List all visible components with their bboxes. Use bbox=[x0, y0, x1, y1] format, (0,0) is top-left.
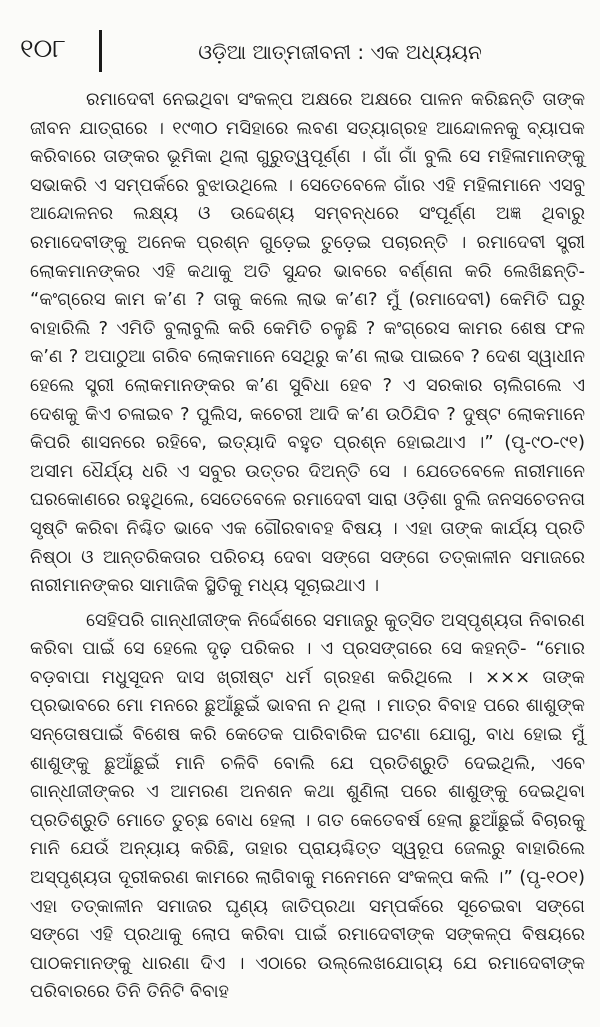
page-header bbox=[0, 0, 600, 72]
running-title: ଓଡ଼ିଆ ଆତ୍ମଜୀବନୀ : ଏକ ଅଧ୍ୟୟନ bbox=[198, 40, 482, 64]
page-number: ୧୦୮ bbox=[20, 34, 66, 64]
paragraph: ସେହିପରି ଗାନ୍ଧୀଜୀଙ୍କ ନିର୍ଦ୍ଦେଶରେ ସମାଜରୁ କୁତ୍ସିତ ଅସ୍ପୃଶ୍ୟତା ନିବାରଣ କରିବା ପାଇଁ ସେ ହେଲେ ଦୃଢ଼ ପରିକର । ଏ ପ୍ରସଙ୍ଗରେ ସେ କହନ୍ତି- “ମୋର ବଡ଼ବାପା ମଧୁସୂଦନ ଦାସ ଖ୍ରୀଷ୍ଟ ଧର୍ମ ଗ୍ରହଣ କରିଥିଲେ । ××× ତାଙ୍କ ପ୍ରଭାବରେ ମୋ ମନରେ ଛୁଆଁଛୁଇଁ ଭାବନା ନ ଥିଲା । ମାତ୍ର ବିବାହ ପରେ ଶାଶୁଙ୍କ ସନ୍ତୋଷପାଇଁ ବିଶେଷ କରି କେତେକ ପାରିବାରିକ ଘଟଣା ଯୋଗୁ, ବାଧ ହୋଇ ମୁଁ ଶାଶୁଙ୍କୁ ଛୁଆଁଛୁଇଁ ମାନି ଚଳିବି ବୋଲି ଯେ ପ୍ରତିଶ୍ରୁତି ଦେଇଥିଲି, ଏବେ ଗାନ୍ଧୀଜୀଙ୍କର ଏ ଆମରଣ ଅନଶନ କଥା ଶୁଣିଲା ପରେ ଶାଶୁଙ୍କୁ ଦେଇଥିବା ପ୍ରତିଶ୍ରୁତି ମୋତେ ତୁଚ୍ଛ ବୋଧ ହେଲା । ଗତ କେତେବର୍ଷ ହେଲା ଛୁଆଁଛୁଇଁ ବିଚାରକୁ ମାନି ଯେଉଁ ଅନ୍ୟାୟ କରିଛି, ତାହାର ପ୍ରାୟଶ୍ଚିତ୍ତ ସ୍ୱରୂପ ଜେଲରୁ ବାହାରିଲେ ଅସ୍ପୃଶ୍ୟତା ଦୂରୀକରଣ କାମରେ ଲାଗିବାକୁ ମନେମନେ ସଂକଳ୍ପ କଲି ।” (ପୃ-୧୦୧) ଏହା ତତ୍କାଳୀନ ସମାଜର ଘୃଣ୍ୟ ଜାତିପ୍ରଥା ସମ୍ପର୍କରେ ସୂଚେଇବା ସଙ୍ଗେ ସଙ୍ଗେ ଏହି ପ୍ରଥାକୁ ଲୋପ କରିବା ପାଇଁ ରମାଦେବୀଙ୍କ ସଙ୍କଳ୍ପ ବିଷୟରେ ପାଠକମାନଙ୍କୁ ଧାରଣା ଦିଏ । ଏଠାରେ ଉଲ୍ଲେଖଯୋଗ୍ୟ ଯେ ରମାଦେବୀଙ୍କ ପରିବାରରେ ତିନି ତିନିଟି ବିବାହ bbox=[30, 609, 585, 1003]
paragraph: ରମାଦେବୀ ନେଇଥିବା ସଂକଳ୍ପ ଅକ୍ଷରେ ଅକ୍ଷରେ ପାଳନ କରିଛନ୍ତି ତାଙ୍କ ଜୀବନ ଯାତ୍ରାରେ । ୧୯୩୦ ମସିହାରେ ଲବଣ ସତ୍ୟାଗ୍ରହ ଆନ୍ଦୋଳନକୁ ବ୍ୟାପକ କରିବାରେ ତାଙ୍କର ଭୂମିକା ଥିଲା ଗୁରୁତ୍ୱପୂର୍ଣ୍ଣ । ଗାଁ ଗାଁ ବୁଲି ସେ ମହିଳାମାନଙ୍କୁ ସଭାକରି ଏ ସମ୍ପର୍କରେ ବୁଝାଉଥିଲେ । ସେତେବେଳେ ଗାଁର ଏହି ମହିଳାମାନେ ଏସବୁ ଆନ୍ଦୋଳନର ଲକ୍ଷ୍ୟ ଓ ଉଦ୍ଦେଶ୍ୟ ସମ୍ବନ୍ଧରେ ସଂପୂର୍ଣ୍ଣ ଅଜ୍ଞ ଥିବାରୁ ରମାଦେବୀଙ୍କୁ ଅନେକ ପ୍ରଶ୍ନ ଗୁଡ଼େଇ ତୁଡ଼େଇ ପଚାରନ୍ତି । ରମାଦେବୀ ସ୍ତ୍ରୀ ଲୋକମାନଙ୍କର ଏହି କଥାକୁ ଅତି ସୁନ୍ଦର ଭାବରେ ବର୍ଣ୍ଣନା କରି ଲେଖିଛନ୍ତି- “କଂଗ୍ରେସ କାମ କ’ଣ ? ତାକୁ କଲେ ଲାଭ କ’ଣ? ମୁଁ (ରମାଦେବୀ) କେମିତି ଘରୁ ବାହାରିଲି ? ଏମିତି ବୁଲାବୁଲି କରି କେମିତି ଚଳୁଛି ? କଂଗ୍ରେସ କାମର ଶେଷ ଫଳ କ’ଣ ? ଅପାଠୁଆ ଗରିବ ଲୋକମାନେ ସେଥିରୁ କ’ଣ ଲାଭ ପାଇବେ ? ଦେଶ ସ୍ୱାଧୀନ ହେଲେ ସ୍ତ୍ରୀ ଲୋକମାନଙ୍କର କ’ଣ ସୁବିଧା ହେବ ? ଏ ସରକାର ଚାଲିଗଲେ ଏ ଦେଶକୁ କିଏ ଚଳାଇବ ? ପୁଲିସ, କଚେରୀ ଆଦି କ’ଣ ଉଠିଯିବ ? ଦୁଷ୍ଟ ଲୋକମାନେ କିପରି ଶାସନରେ ରହିବେ, ଇତ୍ୟାଦି ବହୁତ ପ୍ରଶ୍ନ ହୋଇଥାଏ ।” (ପୃ-୯୦-୯୧) ଅସୀମ ଧୈର୍ଯ୍ୟ ଧରି ଏ ସବୁର ଉତ୍ତର ଦିଅନ୍ତି ସେ । ଯେତେବେଳେ ନାରୀମାନେ ଘରକୋଣରେ ରହୁଥିଲେ, ସେତେବେଳେ ରମାଦେବୀ ସାରା ଓଡ଼ିଶା ବୁଲି ଜନସଚେତନତା ସୃଷ୍ଟି କରିବା ନିଶ୍ଚିତ ଭାବେ ଏକ ଗୌରବାବହ ବିଷୟ । ଏହା ତାଙ୍କ କାର୍ଯ୍ୟ ପ୍ରତି ନିଷ୍ଠା ଓ ଆନ୍ତରିକତାର ପରିଚୟ ଦେବା ସଙ୍ଗେ ସଙ୍ଗେ ତତ୍କାଳୀନ ସମାଜରେ ନାରୀମାନଙ୍କର ସାମାଜିକ ସ୍ଥିତିକୁ ମଧ୍ୟ ସୂଚାଇଥାଏ । bbox=[30, 89, 585, 597]
page-body bbox=[30, 86, 585, 1007]
header-divider bbox=[99, 30, 102, 72]
